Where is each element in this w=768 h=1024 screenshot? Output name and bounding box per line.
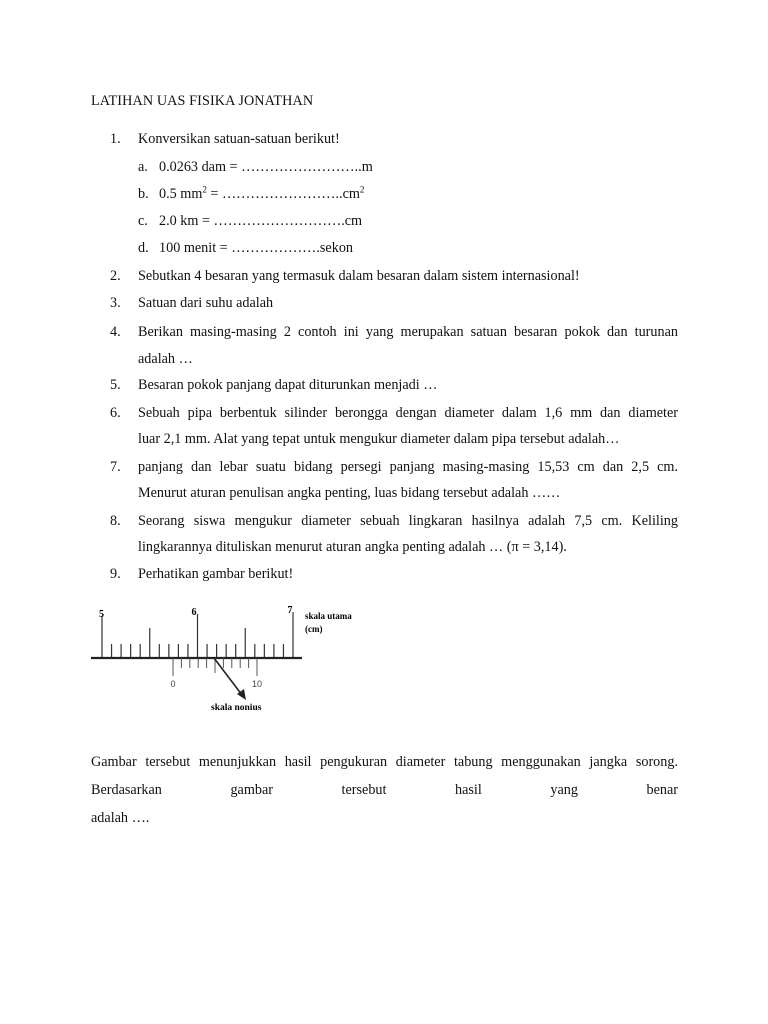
question-3 <box>110 292 678 319</box>
main-scale-label-7: 7 <box>287 605 293 616</box>
question-1c <box>110 210 678 237</box>
question-number: 7. <box>110 459 121 475</box>
closing-line-3: adalah …. <box>91 810 150 826</box>
question-list <box>110 128 678 589</box>
question-9 <box>110 562 678 589</box>
closing-line-1: Gambar tersebut menunjukkan hasil pengukuran diameter tabung menggunakan jangka sorong. <box>91 754 678 770</box>
question-5 <box>110 373 678 400</box>
question-text-line-1: panjang dan lebar suatu bidang persegi panjang masing-masing 15,53 cm dan 2,5 cm. <box>138 459 678 475</box>
question-text: Sebutkan 4 besaran yang termasuk dalam besaran dalam sistem internasional! <box>138 268 580 284</box>
question-text-line-1: Berikan masing-masing 2 contoh ini yang merupakan satuan besaran pokok dan turunan <box>138 324 678 340</box>
vernier-label-0: 0 <box>170 679 176 689</box>
question-text-line-1: Seorang siswa mengukur diameter sebuah lingkaran hasilnya adalah 7,5 cm. Keliling <box>138 513 678 529</box>
main-scale-caption: skala utama <box>305 611 352 621</box>
main-scale-label-5: 5 <box>99 609 104 620</box>
question-text: Besaran pokok panjang dapat diturunkan menjadi … <box>138 377 438 393</box>
vernier-pointer-arrow <box>214 658 242 695</box>
vernier-label-10: 10 <box>251 679 263 689</box>
sub-letter: a. <box>138 159 148 175</box>
question-4 <box>110 319 678 373</box>
sub-letter: d. <box>138 240 149 256</box>
question-text: Konversikan satuan-satuan berikut! <box>138 131 340 147</box>
closing-line-2: Berdasarkan gambar tersebut hasil yang benar <box>91 782 678 798</box>
sub-letter: c. <box>138 213 148 229</box>
question-6 <box>110 400 678 454</box>
question-1a <box>110 156 678 183</box>
question-1d <box>110 237 678 264</box>
question-number: 3. <box>110 295 121 311</box>
question-text-line-1: Sebuah pipa berbentuk silinder berongga dengan diameter dalam 1,6 mm dan diameter <box>138 405 678 421</box>
sub-text: 0.0263 dam = ……………………..m <box>159 159 373 175</box>
sub-text: 2.0 km = ……………………….cm <box>159 213 363 229</box>
main-scale-ticks <box>102 612 293 658</box>
main-scale-label-6: 6 <box>191 607 197 618</box>
question-number: 9. <box>110 566 121 582</box>
question-2 <box>110 265 678 292</box>
question-1 <box>110 128 678 156</box>
question-text: Satuan dari suhu adalah <box>138 295 274 311</box>
question-number: 6. <box>110 405 121 421</box>
sub-letter: b. <box>138 186 149 202</box>
sub-text: 0.5 $mm^2$ = $\dots\dots\dots\dots\dots\dots\dots\dots..cm^2$ <box>159 184 365 202</box>
question-text: Perhatikan gambar berikut! <box>138 566 294 582</box>
worksheet-title: LATIHAN UAS FISIKA JONATHAN <box>91 93 314 109</box>
question-8 <box>110 508 678 562</box>
question-text-line-2: Menurut aturan penulisan angka penting, luas bidang tersebut adalah …… <box>138 485 561 501</box>
question-7 <box>110 454 678 508</box>
vernier-scale-caption: skala nonius <box>211 703 262 713</box>
question-text-line-2: lingkarannya dituliskan menurut aturan angka penting adalah … (π = 3,14). <box>138 539 567 555</box>
sub-text: 100 menit = ……………….sekon <box>159 240 354 256</box>
question-number: 2. <box>110 268 121 284</box>
question-1b <box>110 183 678 210</box>
question-number: 4. <box>110 324 121 340</box>
closing-paragraph <box>91 748 678 832</box>
main-scale-unit: (cm) <box>305 624 323 634</box>
vernier-scale-ticks <box>173 658 257 676</box>
question-number: 8. <box>110 513 121 529</box>
question-text-line-2: adalah … <box>138 351 193 367</box>
question-number: 5. <box>110 377 121 393</box>
question-text-line-2: luar 2,1 mm. Alat yang tepat untuk mengukur diameter dalam pipa tersebut adalah… <box>138 431 620 447</box>
question-number: 1. <box>110 131 121 147</box>
vernier-caliper-figure <box>88 598 368 716</box>
